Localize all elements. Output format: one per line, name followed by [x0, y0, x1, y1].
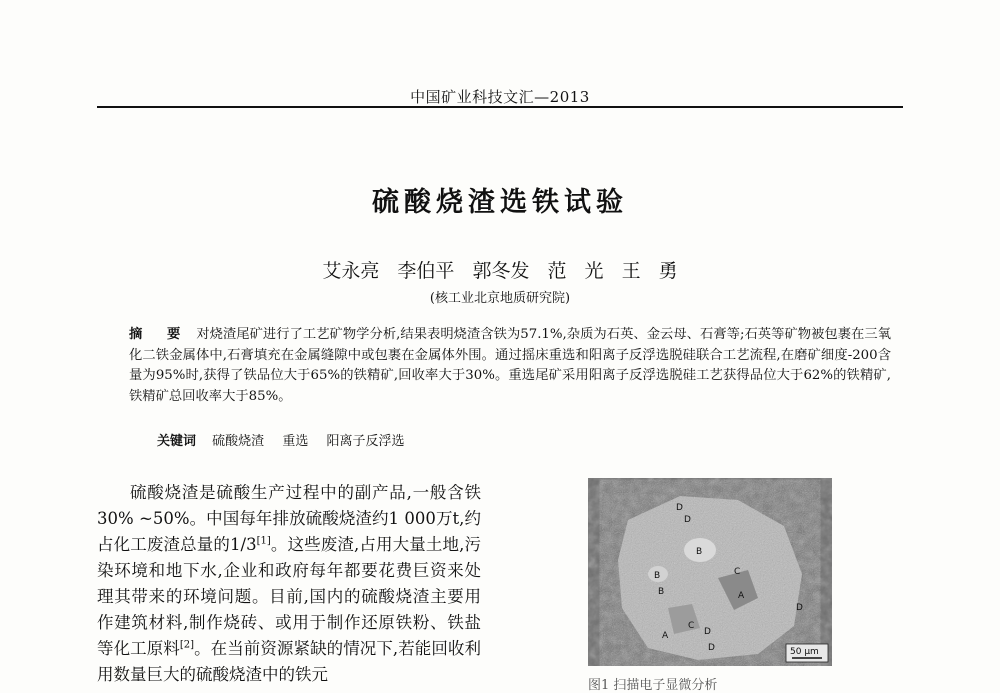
body-paragraph	[97, 480, 481, 688]
phase-label: B	[654, 571, 661, 581]
keyword: 阳离子反浮选	[326, 434, 405, 449]
keywords-label: 关键词	[157, 434, 197, 449]
keywords	[157, 430, 418, 449]
body-text-part: 。在当前资源紧缺的情况下,若能回收利用数量巨大的硫酸烧渣中的铁元	[97, 639, 481, 684]
body-text-part: 。这些废渣,占用大量土地,污染环境和地下水,企业和政府每年都要花费巨资来处理其带来的环境问题。目前,国内的硫酸烧渣主要用作建筑材料,制作烧砖、或用于制作还原铁粉、铁盐等化工原料	[97, 535, 481, 658]
citation-ref: [2]	[179, 639, 195, 651]
keyword: 硫酸烧渣	[212, 434, 265, 449]
abstract-text: 对烧渣尾矿进行了工艺矿物学分析,结果表明烧渣含铁为57.1%,杂质为石英、金云母、石膏等;石英等矿物被包裹在三氧化二铁金属体中,石膏填充在金属缝隙中或包裹在金属体外围。通过摇床重选和阳离子反浮选脱硅联合工艺流程,在磨矿细度-200含量为95%时,获得了铁品位大于65%的铁精矿,回收率大于30%。重选尾矿采用阳离子反浮选脱硅工艺获得品位大于62%的铁精矿,铁精矿总回收率大于85%。	[129, 327, 891, 404]
phase-label: B	[696, 547, 703, 557]
phase-label: D	[684, 515, 691, 525]
phase-label: C	[688, 621, 695, 631]
abstract-label: 摘 要	[129, 327, 191, 342]
scale-bar-label: 50 μm	[790, 647, 819, 657]
figure-caption: 图1 扫描电子显微分析	[588, 678, 718, 693]
phase-label: D	[796, 603, 803, 613]
phase-label: D	[704, 627, 711, 637]
micrograph-image	[588, 478, 832, 666]
citation-ref: [1]	[256, 535, 271, 547]
phase-label: D	[708, 643, 715, 653]
paper-title: 硫酸烧渣选铁试验	[372, 187, 628, 218]
body-text-part: 硫酸烧渣是硫酸生产过程中的副产品,一般含铁30% ~50%。中国每年排放硫酸烧渣约1 000万t,约占化工废渣总量的1/3	[97, 483, 481, 554]
keyword: 重选	[282, 434, 309, 449]
phase-label: D	[676, 503, 683, 513]
header-rule	[97, 106, 903, 108]
phase-label: B	[658, 587, 665, 597]
affiliation: (核工业北京地质研究院)	[429, 291, 571, 306]
running-header: 中国矿业科技文汇—2013	[410, 88, 590, 106]
author-list: 艾永亮 李伯平 郭冬发 范 光 王 勇	[322, 260, 678, 282]
phase-label: C	[734, 567, 741, 577]
phase-label: A	[738, 591, 745, 601]
sem-micrograph	[588, 478, 832, 666]
abstract	[129, 325, 891, 407]
phase-label: A	[662, 631, 669, 641]
